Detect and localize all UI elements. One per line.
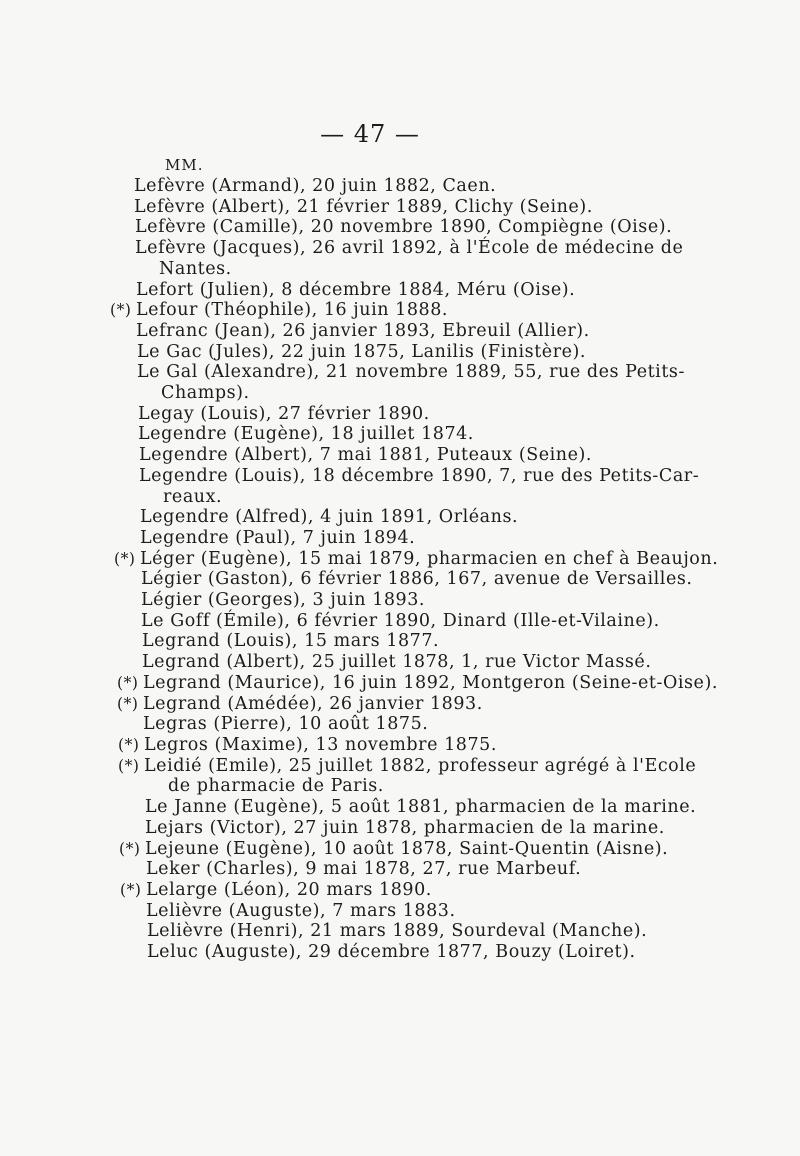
entry-continuation: Champs). (161, 383, 250, 404)
list-item (0, 321, 800, 342)
entry-text: Leluc (Auguste), 29 décembre 1877, Bouzy (Loiret). (147, 942, 636, 963)
list-item (0, 818, 800, 839)
list-item (0, 839, 800, 860)
list-item (0, 714, 800, 735)
asterisk-marker: (*) (114, 549, 136, 568)
entry-text: Lelièvre (Henri), 21 mars 1889, Sourdeval (Manche). (147, 921, 648, 942)
entry-text: Legendre (Alfred), 4 juin 1891, Orléans. (140, 507, 519, 528)
entry-text: Légier (Gaston), 6 février 1886, 167, avenue de Versailles. (141, 569, 693, 590)
list-item (0, 756, 800, 797)
list-item (0, 300, 800, 321)
list-item (0, 569, 800, 590)
entry-text: Lefèvre (Armand), 20 juin 1882, Caen. (134, 176, 497, 196)
list-item (0, 673, 800, 694)
entry-continuation: reaux. (163, 486, 223, 507)
name-list (0, 176, 800, 963)
asterisk-marker: (*) (119, 839, 141, 858)
entry-text: Lefranc (Jean), 26 janvier 1893, Ebreuil (Allier). (136, 320, 590, 341)
entry-text: Legras (Pierre), 10 août 1875. (143, 714, 429, 735)
entry-text: Lelarge (Léon), 20 mars 1890. (146, 879, 432, 900)
entry-text: Legrand (Albert), 25 juillet 1878, 1, rue Victor Massé. (142, 652, 652, 673)
entry-text: Léger (Eugène), 15 mai 1879, pharmacien en chef à Beaujon. (140, 548, 719, 569)
list-item (0, 797, 800, 818)
entry-text: Le Janne (Eugène), 5 août 1881, pharmacien de la marine. (145, 797, 697, 818)
list-item (0, 280, 800, 301)
entry-continuation: Nantes. (159, 258, 232, 279)
entry-text: Lefort (Julien), 8 décembre 1884, Méru (Oise). (136, 279, 576, 300)
honorific-heading: MM. (165, 156, 204, 174)
entry-text: Lefèvre (Jacques), 26 avril 1892, à l'École de médecine de (135, 238, 684, 259)
list-item (0, 901, 800, 922)
list-item (0, 445, 800, 466)
entry-text: Légier (Georges), 3 juin 1893. (141, 590, 426, 611)
list-item (0, 590, 800, 611)
list-item (0, 652, 800, 673)
entry-text: Legendre (Louis), 18 décembre 1890, 7, rue des Petits-Car- (139, 465, 700, 486)
entry-text: Leker (Charles), 9 mai 1878, 27, rue Marbeuf. (146, 859, 582, 880)
entry-text: Lefèvre (Albert), 21 février 1889, Clichy (Seine). (134, 196, 593, 217)
list-item (0, 880, 800, 901)
list-item (0, 942, 800, 963)
asterisk-marker: (*) (117, 694, 139, 713)
list-item (0, 507, 800, 528)
entry-text: Legendre (Eugène), 18 juillet 1874. (138, 424, 474, 445)
list-item (0, 549, 800, 570)
list-item (0, 631, 800, 652)
list-item (0, 238, 800, 279)
list-item (0, 404, 800, 425)
entry-text: Lejars (Victor), 27 juin 1878, pharmacien de la marine. (145, 817, 665, 838)
asterisk-marker: (*) (118, 735, 140, 754)
entry-text: Legrand (Amédée), 26 janvier 1893. (143, 693, 483, 714)
asterisk-marker: (*) (110, 301, 132, 320)
list-item (0, 611, 800, 632)
entry-text: Leidié (Emile), 25 juillet 1882, professeur agrégé à l'Ecole (144, 755, 697, 776)
entry-text: Lefour (Théophile), 16 juin 1888. (136, 300, 449, 321)
asterisk-marker: (*) (117, 673, 139, 692)
entry-text: Lefèvre (Camille), 20 novembre 1890, Compiègne (Oise). (135, 217, 673, 238)
entry-text: Lelièvre (Auguste), 7 mars 1883. (146, 900, 456, 921)
entry-text: Legros (Maxime), 13 novembre 1875. (144, 734, 497, 755)
entry-text: Legendre (Albert), 7 mai 1881, Puteaux (Seine). (139, 445, 593, 466)
entry-text: Le Gac (Jules), 22 juin 1875, Lanilis (Finistère). (137, 341, 587, 362)
list-item (0, 217, 800, 238)
entry-continuation: de pharmacie de Paris. (168, 776, 384, 797)
list-item (0, 694, 800, 715)
list-item (0, 528, 800, 549)
list-item (0, 921, 800, 942)
asterisk-marker: (*) (120, 880, 142, 899)
entry-text: Le Gal (Alexandre), 21 novembre 1889, 55, rue des Petits- (137, 362, 685, 383)
entry-text: Legay (Louis), 27 février 1890. (138, 403, 430, 424)
list-item (0, 735, 800, 756)
list-item (0, 424, 800, 445)
list-item (0, 362, 800, 403)
list-item (0, 342, 800, 363)
entry-text: Legrand (Maurice), 16 juin 1892, Montgeron (Seine-et-Oise). (143, 672, 718, 693)
entry-text: Le Goff (Émile), 6 février 1890, Dinard (Ille-et-Vilaine). (141, 610, 660, 631)
list-item (0, 176, 800, 197)
entry-text: Legendre (Paul), 7 juin 1894. (140, 527, 416, 548)
page-number: — 47 — (320, 120, 420, 148)
asterisk-marker: (*) (118, 756, 140, 775)
entry-text: Legrand (Louis), 15 mars 1877. (142, 631, 440, 652)
list-item (0, 197, 800, 218)
entry-text: Lejeune (Eugène), 10 août 1878, Saint-Quentin (Aisne). (145, 838, 669, 859)
list-item (0, 466, 800, 507)
list-item (0, 859, 800, 880)
